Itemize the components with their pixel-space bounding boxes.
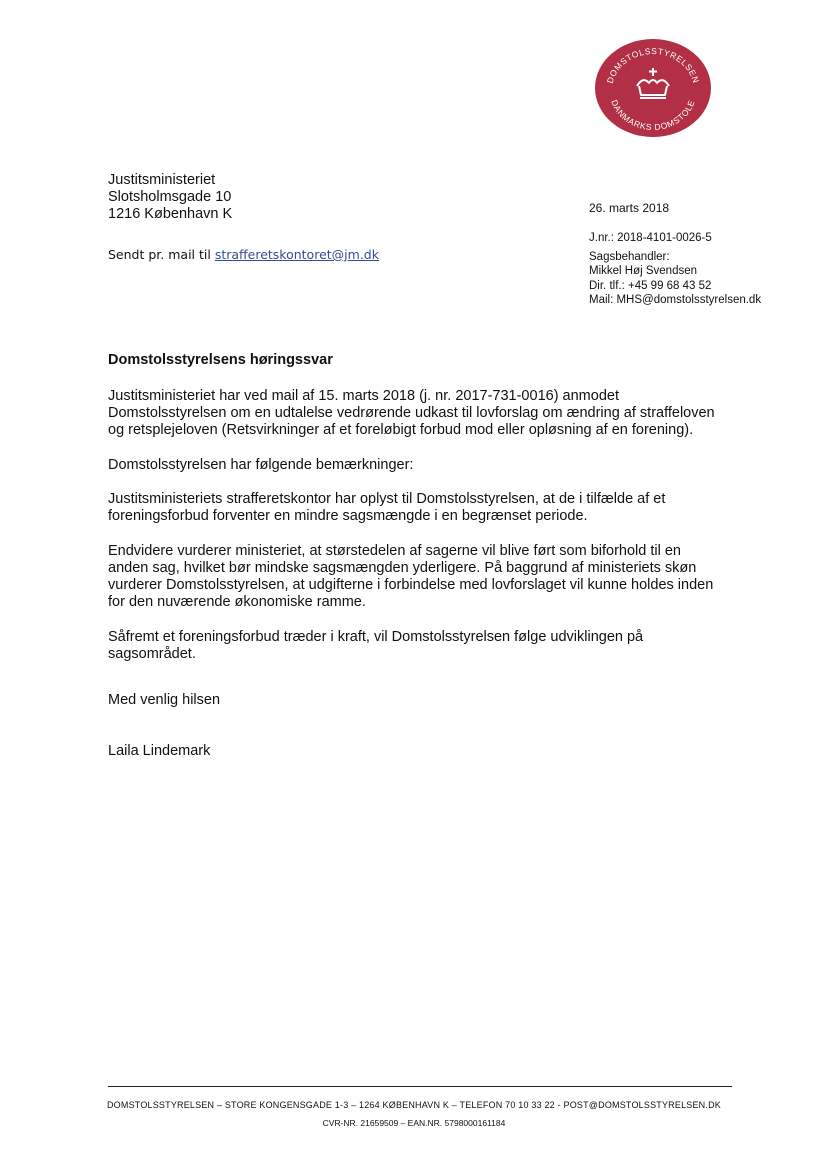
recipient-address <box>108 172 232 223</box>
case-handler-label: Sagsbehandler: <box>589 250 670 263</box>
recipient-name: Justitsministeriet <box>108 172 216 188</box>
paragraph-line: anden sag, hvilket bør mindske sagsmængden yderligere. På baggrund af ministeriets skøn <box>108 560 697 576</box>
paragraph-remarks-intro <box>108 457 738 474</box>
paragraph-line: sagsområdet. <box>108 646 196 662</box>
recipient-city: 1216 København K <box>108 206 233 222</box>
closing-greeting: Med venlig hilsen <box>108 692 221 708</box>
paragraph-line: Domstolsstyrelsen har følgende bemærkninger: <box>108 457 414 473</box>
contact-mail: Mail: MHS@domstolsstyrelsen.dk <box>589 294 762 307</box>
paragraph-line: foreningsforbud forventer en mindre sagsmængde i en begrænset periode. <box>108 508 588 524</box>
footer-divider <box>108 1086 732 1087</box>
paragraph-line: og retsplejeloven (Retsvirkninger af et foreløbigt forbud mod eller opløsning af en forening). <box>108 422 694 438</box>
journal-number: J.nr.: 2018-4101-0026-5 <box>589 232 712 244</box>
logo-bottom-text: DANMARKS DOMSTOLE <box>609 98 697 133</box>
letter-date: 26. marts 2018 <box>589 201 670 215</box>
paragraph-line: Domstolsstyrelsen om en udtalelse vedrørende udkast til lovforslag om ændring af straffeloven <box>108 405 715 421</box>
paragraph-line: Justitsministeriet har ved mail af 15. marts 2018 (j. nr. 2017-731-0016) anmodet <box>108 388 619 404</box>
footer-registration: CVR-NR. 21659509 – EAN.NR. 5798000161184 <box>322 1118 506 1128</box>
sent-by-mail-line <box>108 247 379 262</box>
paragraph-assessment <box>108 543 738 611</box>
case-metadata <box>589 231 761 308</box>
letter-heading: Domstolsstyrelsens høringssvar <box>108 352 333 368</box>
paragraph-line: for den nuværende økonomiske ramme. <box>108 594 366 610</box>
domstolsstyrelsen-logo <box>594 38 712 138</box>
signature-name: Laila Lindemark <box>108 743 211 759</box>
sent-prefix: Sendt pr. mail til <box>108 247 215 262</box>
recipient-street: Slotsholmsgade 10 <box>108 189 232 205</box>
paragraph-line: Justitsministeriets strafferetskontor har oplyst til Domstolsstyrelsen, at de i tilfælde af et <box>108 491 666 507</box>
logo-top-text: DOMSTOLSSTYRELSEN <box>604 45 702 85</box>
footer-address: DOMSTOLSSTYRELSEN – STORE KONGENSGADE 1-3 – 1264 KØBENHAVN K – TELEFON 70 10 33 22 - POST@DOMSTOLSSTYRELSEN.DK <box>106 1100 721 1110</box>
paragraph-followup <box>108 629 738 663</box>
paragraph-office-info <box>108 491 738 525</box>
direct-phone: Dir. tlf.: +45 99 68 43 52 <box>589 279 712 292</box>
recipient-email-link[interactable]: strafferetskontoret@jm.dk <box>214 247 379 262</box>
case-handler-name: Mikkel Høj Svendsen <box>589 265 698 278</box>
paragraph-request <box>108 388 738 439</box>
paragraph-line: Såfremt et foreningsforbud træder i kraft, vil Domstolsstyrelsen følge udviklingen på <box>108 629 644 645</box>
paragraph-line: vurderer Domstolsstyrelsen, at udgifterne i forbindelse med lovforslaget vil kunne holdes inden <box>108 577 714 593</box>
paragraph-line: Endvidere vurderer ministeriet, at størstedelen af sagerne vil blive ført som biforhold til en <box>108 543 681 559</box>
